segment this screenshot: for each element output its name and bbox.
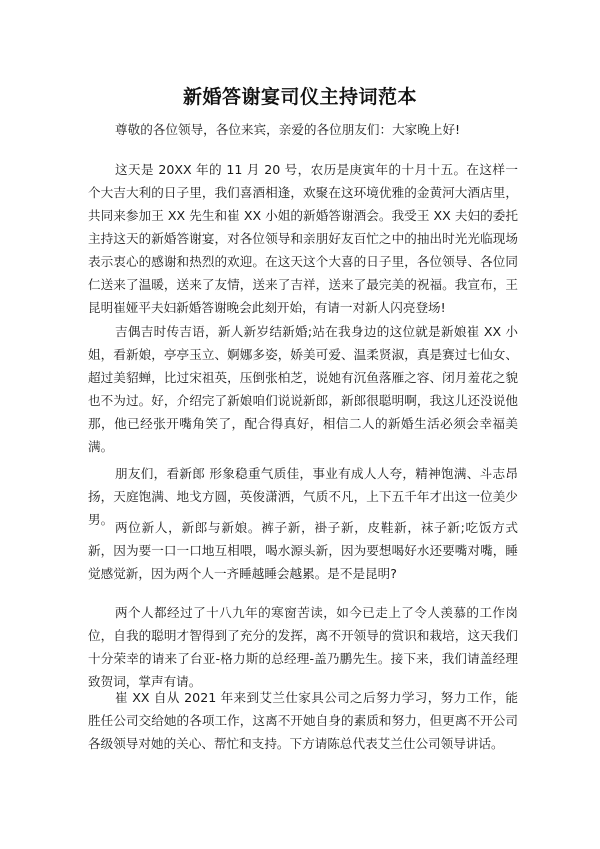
greeting-line: 尊敬的各位领导，各位来宾，亲爱的各位朋友们：大家晚上好! <box>115 122 461 137</box>
paragraph-newlyweds: 两位新人，新郎与新娘。裤子新，褂子新，皮鞋新，袜子新;吃饭方式新，因为要一口一口地互相喂，喝水源头新，因为要想喝好水还要嘴对嘴，睡觉感觉新，因为两个人一齐睡越睡会越累。是不是昆明? <box>88 520 518 581</box>
paragraph-opening: 这天是 20XX 年的 11 月 20 号，农历是庚寅年的十月十五。在这样一个大吉大利的日子里，我们喜酒相逢，欢聚在这环境优雅的金黄河大酒店里，共同来参加王 XX 先生和崔 XX 小姐的新婚答谢酒会。我受王 XX 夫妇的委托主持这天的新婚答谢宴，对各位领导和亲朋好友百忙之中的抽出时光光临现场表示衷心的感谢和热烈的欢迎。在这天这个大喜的日子里，各位领导、各位同仁送来了温暖，送来了友情，送来了吉祥，送来了最完美的祝福。我宣布，王昆明崔娅平夫妇新婚答谢晚会此刻开始，有请一对新人闪亮登场! <box>88 162 518 315</box>
paragraph-bride-intro: 吉偶吉时传吉语，新人新岁结新婚;站在我身边的这位就是新娘崔 XX 小姐，看新娘，亭亭玉立、婀娜多姿，娇美可爱、温柔贤淑，真是赛过七仙女、超过美貂蝉，比过宋祖英，压倒张柏芝，说她有沉鱼落雁之容、闭月羞花之貌也不为过。好，介绍完了新娘咱们说说新郎，新郎很聪明啊，我这儿还没说他那，他已经张开嘴角笑了，配合得真好，相信二人的新婚生活必须会幸福美满。 <box>88 324 518 454</box>
document-title: 新婚答谢宴司仪主持词范本 <box>182 86 417 108</box>
paragraph-groom-intro: 朋友们，看新郎 形象稳重气质佳，事业有成人人夸，精神饱满、斗志昂扬，天庭饱满、地戈方圆，英俊潇洒，气质不凡，上下五千年才出这一位美少男。 <box>88 466 518 527</box>
paragraph-company-speech: 崔 XX 自从 2021 年来到艾兰仕家具公司之后努力学习，努力工作，能胜任公司交给她的各项工作，这离不开她自身的素质和努力，但更离不开公司各级领导对她的关心、帮忙和支持。下方请陈总代表艾兰仕公司领导讲话。 <box>88 690 518 751</box>
paragraph-manager-speech: 两个人都经过了十八九年的寒窗苦读，如今已走上了令人羡慕的工作岗位，自我的聪明才智得到了充分的发挥，离不开领导的赏识和栽培，这天我们十分荣幸的请来了台亚-格力斯的总经理-盖乃鹏先生。接下来，我们请盖经理致贺词，掌声有请。 <box>88 605 518 689</box>
